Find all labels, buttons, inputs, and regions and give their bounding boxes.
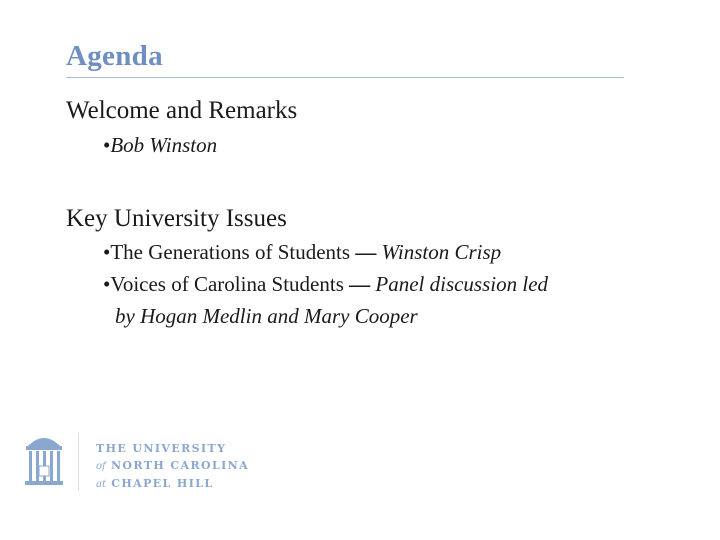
wordmark-at: at	[96, 479, 106, 490]
bullet-speaker: Winston Crisp	[376, 240, 502, 264]
bullet-item	[103, 129, 683, 161]
university-wordmark	[96, 440, 249, 493]
bullet-marker: •	[103, 133, 111, 157]
logo-divider	[78, 433, 79, 491]
em-dash: —	[355, 240, 377, 264]
bullet-item	[103, 236, 683, 268]
bullet-text: Voices of Carolina Students	[110, 272, 350, 296]
wordmark-chapel-hill: CHAPEL HILL	[111, 477, 214, 490]
wordmark-line-3	[96, 475, 249, 493]
section-heading-key-issues: Key University Issues	[66, 205, 287, 232]
title-divider	[66, 77, 624, 78]
wordmark-of: of	[96, 461, 106, 472]
bullet-item	[103, 268, 683, 332]
em-dash: —	[349, 272, 371, 296]
wordmark-line-1: THE UNIVERSITY	[96, 442, 227, 455]
bullet-speaker: Bob Winston	[110, 133, 218, 157]
bullet-text: The Generations of Students	[110, 240, 356, 264]
slide-title: Agenda	[66, 40, 163, 72]
bullet-speaker-continued: by Hogan Medlin and Mary Cooper	[115, 304, 418, 328]
bullet-marker: •	[103, 240, 111, 264]
bullet-speaker: Panel discussion led	[370, 272, 549, 296]
wordmark-line-2	[96, 457, 249, 475]
wordmark-north-carolina: NORTH CAROLINA	[110, 459, 250, 472]
section-heading-welcome: Welcome and Remarks	[66, 97, 298, 124]
bullet-marker: •	[103, 272, 111, 296]
